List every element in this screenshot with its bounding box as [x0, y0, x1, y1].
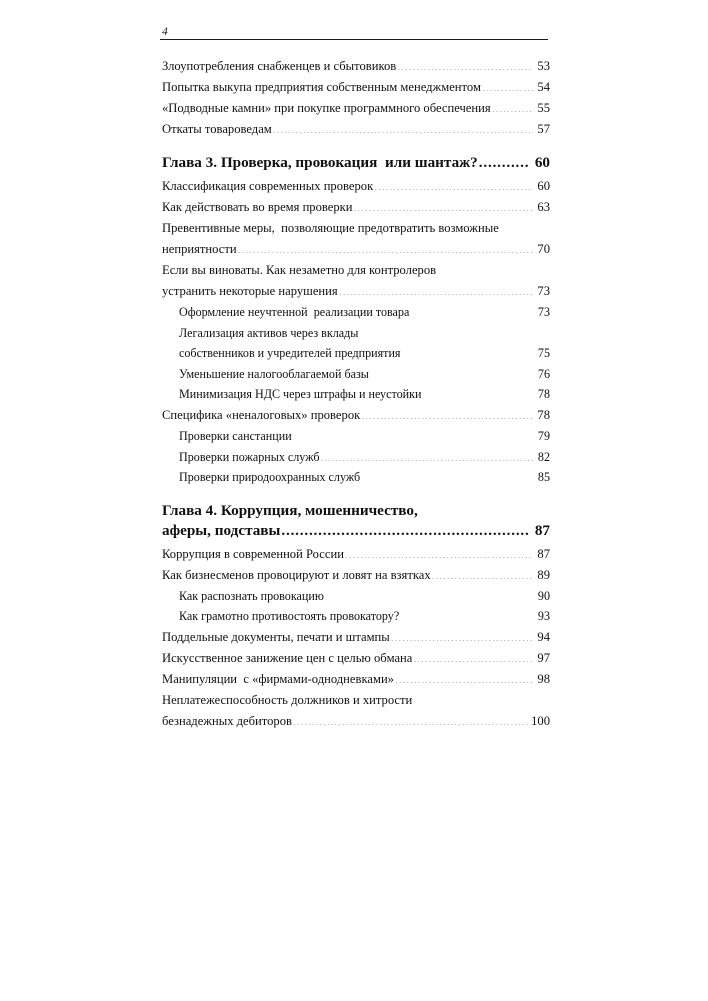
toc-chapter-entry[interactable]	[162, 501, 550, 541]
toc-page-number: 73	[537, 305, 550, 319]
toc-entry-title: неприятности	[162, 242, 237, 256]
dot-leader	[413, 649, 533, 662]
toc-page-number: 87	[534, 521, 550, 539]
toc-entry-title: устранить некоторые нарушения	[162, 284, 338, 298]
toc-entry-title: Как распознать провокацию	[179, 588, 324, 603]
toc-line	[162, 218, 550, 239]
toc-subentry[interactable]	[179, 302, 550, 323]
toc-line	[179, 586, 550, 607]
toc-line	[162, 56, 550, 77]
toc-page-number: 70	[537, 242, 550, 256]
toc-line	[179, 606, 550, 627]
toc-page-number: 53	[537, 59, 550, 73]
toc-line	[162, 669, 550, 690]
toc-entry-title: аферы, подставы	[162, 521, 281, 539]
toc-entry-title: Поддельные документы, печати и штампы	[162, 629, 390, 644]
toc-entry-title: Как грамотно противостоять провокатору?	[179, 609, 400, 624]
toc-entry-title: Глава 3. Проверка, провокация или шантаж?	[162, 154, 478, 171]
toc-entry-title: Проверки природоохранных служб	[179, 470, 361, 485]
toc-chapter-entry[interactable]	[162, 153, 550, 173]
toc-entry[interactable]	[162, 77, 550, 98]
spacer	[162, 140, 550, 153]
toc-entry[interactable]	[162, 260, 550, 302]
dot-leader	[321, 448, 534, 460]
dot-leader	[354, 198, 533, 211]
toc-page-number: 55	[537, 101, 550, 115]
dot-leader	[374, 177, 533, 190]
toc-line	[162, 627, 550, 648]
toc-line	[179, 364, 550, 385]
toc-line	[162, 176, 550, 197]
toc-line	[162, 565, 550, 586]
toc-page-number: 78	[537, 407, 550, 422]
dot-leader	[402, 345, 535, 357]
toc-line	[162, 690, 550, 711]
dot-leader	[391, 628, 533, 641]
dot-leader	[293, 428, 534, 440]
toc-line	[179, 467, 550, 488]
toc-line	[162, 544, 550, 565]
dot-leader	[281, 521, 530, 536]
toc-line	[162, 648, 550, 669]
toc-line	[162, 197, 550, 218]
toc-subentry[interactable]	[179, 606, 550, 627]
toc-entry-title: Если вы виноваты. Как незаметно для контролеров	[162, 263, 437, 277]
toc-page-number: 82	[537, 449, 550, 464]
toc-line	[179, 447, 550, 468]
toc-line	[179, 323, 550, 344]
toc-entry-title: «Подводные камни» при покупке программного обеспечения	[162, 101, 491, 115]
toc-entry[interactable]	[162, 405, 550, 426]
dot-leader	[370, 366, 534, 378]
toc-page-number: 63	[537, 200, 550, 214]
toc-line	[162, 153, 550, 173]
toc-entry[interactable]	[162, 56, 550, 77]
toc-line	[162, 260, 550, 281]
toc-page-number: 85	[537, 470, 550, 485]
page-number: 4	[162, 26, 168, 38]
toc-line	[162, 711, 550, 732]
toc-entry[interactable]	[162, 176, 550, 197]
toc-line	[162, 501, 550, 521]
toc-entry[interactable]	[162, 119, 550, 140]
dot-leader	[325, 588, 534, 600]
toc-entry[interactable]	[162, 690, 550, 732]
dot-leader	[432, 566, 533, 579]
toc-subentry[interactable]	[179, 364, 550, 385]
dot-leader	[410, 304, 534, 316]
toc-entry[interactable]	[162, 197, 550, 218]
toc-page-number: 75	[537, 346, 550, 361]
dot-leader	[395, 670, 533, 683]
toc-page-number: 100	[531, 713, 550, 728]
toc-entry-title: Как бизнесменов провоцируют и ловят на взятках	[162, 567, 431, 582]
toc-page-number: 78	[537, 387, 550, 402]
toc-entry-title: Злоупотребления снабженцев и сбытовиков	[162, 59, 397, 73]
toc-subentry[interactable]	[179, 323, 550, 364]
toc-page-number: 98	[537, 671, 550, 686]
toc-entry[interactable]	[162, 565, 550, 586]
dot-leader	[238, 240, 533, 253]
toc-page-number: 57	[537, 122, 550, 136]
dot-leader	[482, 78, 533, 91]
dot-leader	[339, 282, 533, 295]
toc-line	[162, 98, 550, 119]
toc-page-number: 93	[537, 609, 550, 624]
toc-page-number: 60	[534, 154, 550, 171]
dot-leader	[479, 153, 530, 168]
toc-subentry[interactable]	[179, 426, 550, 447]
dot-leader	[397, 57, 533, 70]
toc-page-number: 89	[537, 567, 550, 582]
toc-page-number: 60	[537, 179, 550, 193]
dot-leader	[361, 469, 534, 481]
toc-entry[interactable]	[162, 98, 550, 119]
toc-entry[interactable]	[162, 648, 550, 669]
toc-entry-title: Превентивные меры, позволяющие предотвратить возможные	[162, 221, 499, 235]
toc-page-number: 90	[537, 588, 550, 603]
dot-leader	[273, 120, 533, 133]
toc-subentry[interactable]	[179, 384, 550, 405]
toc-page-number: 76	[537, 366, 550, 381]
toc-page-number: 97	[537, 650, 550, 665]
running-head	[160, 26, 550, 40]
toc-entry-title: Классификация современных проверок	[162, 179, 374, 193]
toc-line	[179, 426, 550, 447]
toc-line	[162, 521, 550, 541]
toc-line	[162, 77, 550, 98]
toc-line	[162, 281, 550, 302]
toc-page-number: 79	[537, 428, 550, 443]
toc-line	[179, 343, 550, 364]
toc-entry-title: собственников и учредителей предприятия	[179, 346, 401, 361]
toc-entry-title: Искусственное занижение цен с целью обмана	[162, 650, 413, 665]
toc-entry-title: Попытка выкупа предприятия собственным менеджментом	[162, 80, 481, 94]
toc-entry-title: Проверки пожарных служб	[179, 449, 320, 464]
toc-page-number: 87	[537, 546, 550, 561]
dot-leader	[400, 608, 534, 620]
toc-entry-title: Специфика «неналоговых» проверок	[162, 407, 361, 422]
dot-leader	[361, 406, 533, 419]
toc-entry-title: Неплатежеспособность должников и хитрости	[162, 692, 413, 707]
toc-page-number: 94	[537, 629, 550, 644]
toc-page-number: 54	[537, 80, 550, 94]
toc-page-number: 73	[537, 284, 550, 298]
toc-entry-title: Проверки санстанции	[179, 428, 292, 443]
toc-line	[162, 239, 550, 260]
toc-subentry[interactable]	[179, 586, 550, 607]
toc-entry[interactable]	[162, 669, 550, 690]
toc-entry-title: Глава 4. Коррупция, мошенничество,	[162, 501, 418, 519]
toc-entry-title: Откаты товароведам	[162, 122, 272, 136]
toc-entry-title: Как действовать во время проверки	[162, 200, 353, 214]
toc-entry-title: Легализация активов через вклады	[179, 325, 359, 340]
toc-entry-title: безнадежных дебиторов	[162, 713, 292, 728]
toc-entry[interactable]	[162, 218, 550, 260]
toc-entry[interactable]	[162, 627, 550, 648]
toc-entry-title: Манипуляции с «фирмами-однодневками»	[162, 671, 394, 686]
dot-leader	[293, 712, 530, 725]
spacer	[162, 488, 550, 501]
toc-line	[179, 384, 550, 405]
header-rule	[160, 39, 548, 40]
toc-entry-title: Минимизация НДС через штрафы и неустойки	[179, 387, 422, 402]
dot-leader	[422, 386, 534, 398]
table-of-contents	[162, 56, 550, 732]
toc-subentry[interactable]	[179, 467, 550, 488]
toc-line	[162, 119, 550, 140]
toc-subentry[interactable]	[179, 447, 550, 468]
dot-leader	[345, 545, 533, 558]
toc-entry-title: Оформление неучтенной реализации товара	[179, 305, 410, 319]
toc-line	[162, 405, 550, 426]
toc-entry-title: Коррупция в современной России	[162, 546, 344, 561]
toc-entry[interactable]	[162, 544, 550, 565]
toc-line	[179, 302, 550, 323]
dot-leader	[492, 99, 533, 112]
toc-entry-title: Уменьшение налогооблагаемой базы	[179, 366, 369, 381]
